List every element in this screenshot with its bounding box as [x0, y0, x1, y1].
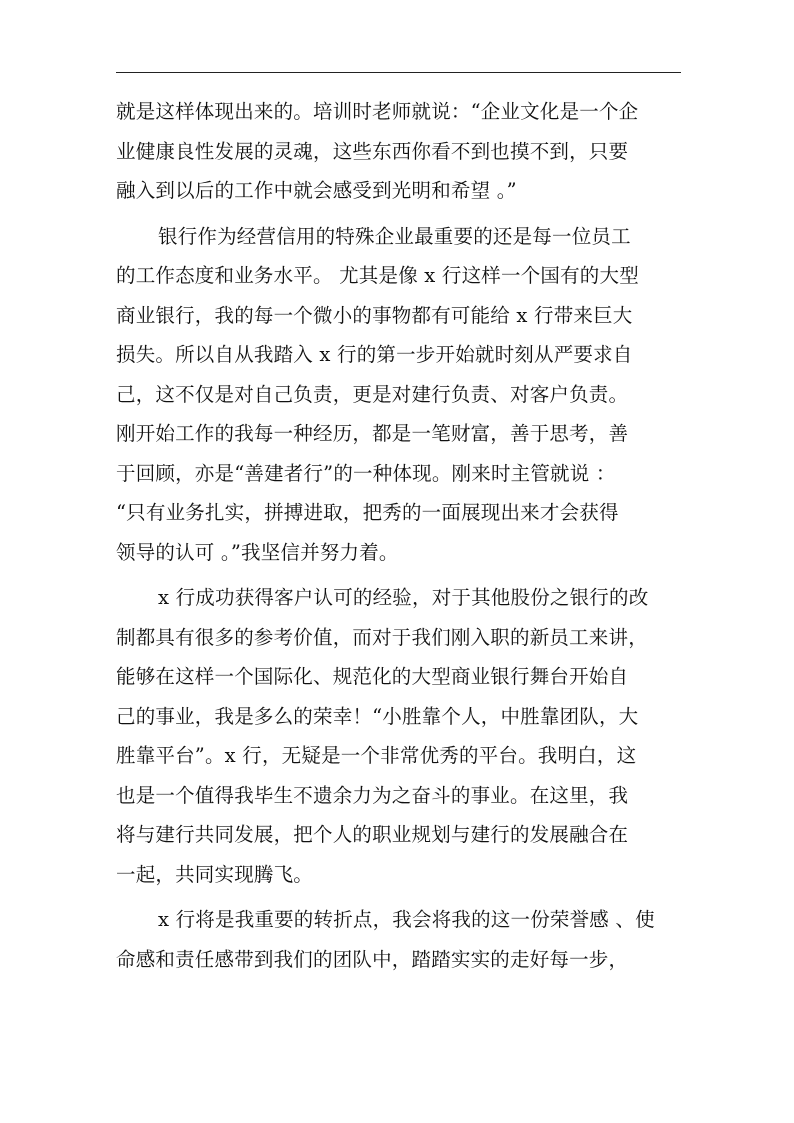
text-line: 己的事业，我是多么的荣幸！“小胜靠个人，中胜靠团队，大 — [116, 704, 639, 728]
text-line: 也是一个值得我毕生不遗余力为之奋斗的事业。在这里，我 — [116, 783, 629, 807]
paragraph-3 — [116, 578, 681, 894]
text-line: 业健康良性发展的灵魂，这些东西你看不到也摸不到，只要 — [116, 139, 629, 163]
text-line: 能够在这样一个国际化、规范化的大型商业银行舞台开始自 — [116, 665, 629, 688]
text-line: 一起，共同实现腾飞。 — [116, 862, 314, 886]
text-line: 于回顾，亦是“善建者行”的一种体现。刚来时主管就说 ： — [116, 461, 616, 485]
text-line: 命感和责任感带到我们的团队中，踏踏实实的走好每一步， — [116, 947, 629, 971]
paragraph-1 — [116, 92, 681, 211]
text-line: x 行将是我重要的转折点，我会将我的这一份荣誉感 、使 — [158, 908, 655, 931]
text-line: 制都具有很多的参考价值，而对于我们刚入职的新员工来讲， — [116, 625, 648, 649]
text-line: 胜靠平台”。x 行，无疑是一个非常优秀的平台。我明白，这 — [116, 744, 637, 767]
body-text — [116, 92, 681, 979]
text-line: 损失。所以自从我踏入 x 行的第一步开始就时刻从严要求自 — [116, 343, 633, 366]
text-line: x 行成功获得客户认可的经验，对于其他股份之银行的改 — [158, 586, 649, 609]
text-line: 银行作为经营信用的特殊企业最重要的还是每一位员工 — [158, 224, 631, 248]
text-line: 刚开始工作的我每一种经历，都是一笔财富，善于思考，善 — [116, 422, 629, 445]
text-line: 的工作态度和业务水平。 尤其是像 x 行这样一个国有的大型 — [116, 264, 639, 287]
text-line: “只有业务扎实，拼搏进取，把秀的一面展现出来才会获得 — [116, 501, 619, 524]
text-line: 就是这样体现出来的。培训时老师就说：“企业文化是一个企 — [116, 100, 639, 123]
text-line: 将与建行共同发展，把个人的职业规划与建行的发展融合在 — [116, 823, 629, 846]
text-line: 领导的认可 。”我坚信并努力着。 — [116, 540, 399, 564]
paragraph-4 — [116, 900, 681, 979]
text-line: 己，这不仅是对自己负责，更是对建行负责、对客户负责。 — [116, 382, 629, 406]
paragraph-2 — [116, 217, 681, 573]
text-line: 融入到以后的工作中就会感受到光明和希望 。” — [116, 179, 517, 202]
text-line: 商业银行，我的每一个微小的事物都有可能给 x 行带来巨大 — [116, 303, 633, 327]
header-rule — [116, 72, 681, 73]
